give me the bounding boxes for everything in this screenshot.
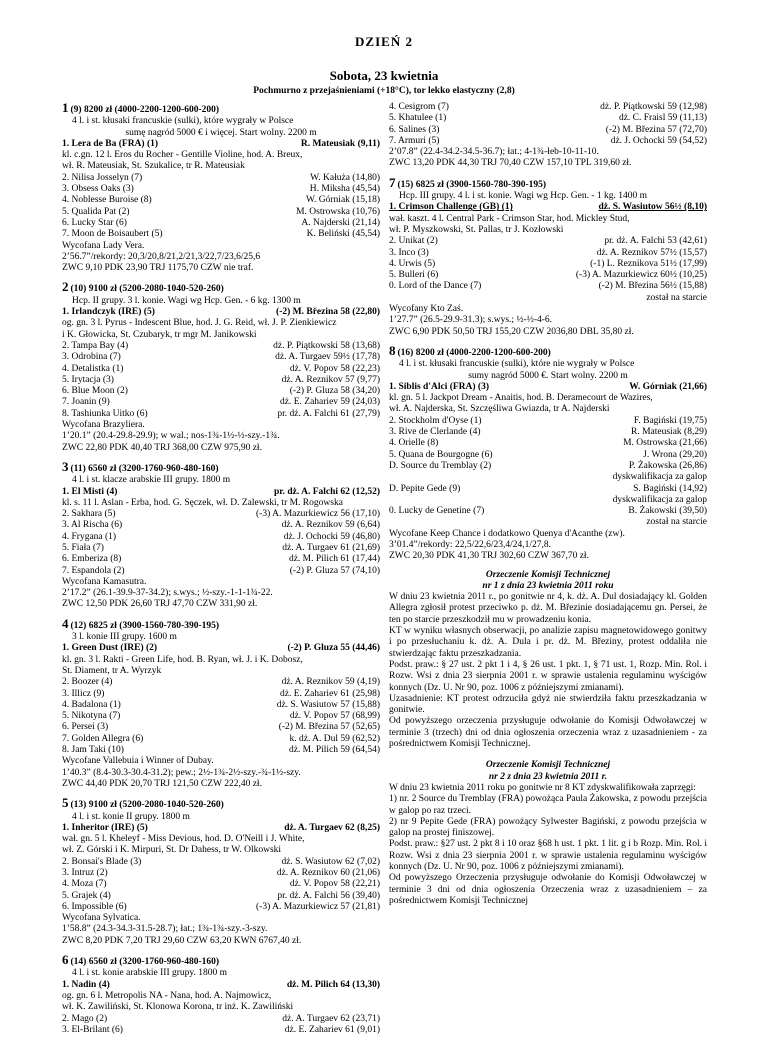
race-number: 4: [62, 615, 69, 631]
race-prize: (14) 6560 zł (3200-1760-960-480-160): [70, 957, 220, 968]
jockey-odds: pr. dż. A. Falchi 61 (27,79): [277, 408, 380, 419]
placing-row: [389, 450, 707, 461]
jockey-odds: (-2) M. Březina 56½ (15,88): [598, 281, 707, 292]
race-summary: Wycofane Keep Chance i dodatkowo Quenya d'Acanthe (zw).: [389, 528, 625, 539]
placing-row: [62, 207, 380, 218]
jockey-odds: pr. dż. A. Falchi 62 (12,52): [274, 486, 380, 497]
horse-name: 8. Jam Taki (10): [62, 745, 124, 756]
race-conditions: 4 l. i st. kłusaki francuskie (sulki), które nie wygrały w Polsce: [399, 359, 635, 370]
race-block: [62, 281, 380, 453]
placing-row: [62, 677, 380, 688]
placing-row: [389, 427, 707, 438]
horse-name: 1. Nadin (4): [62, 979, 110, 990]
race-prize: (11) 6560 zł (3200-1760-960-480-160): [70, 463, 219, 474]
horse-name: 8. Tashiunka Uitko (6): [62, 408, 148, 419]
horse-name: 5. Irytacja (3): [62, 374, 114, 385]
race-block: [62, 954, 380, 1036]
horse-name: 2. Sakhara (5): [62, 509, 116, 520]
jockey-odds: (-2) P. Gluza 55 (44,46): [287, 643, 380, 654]
jockey-odds: dż. P. Piątkowski 58 (13,68): [273, 340, 380, 351]
horse-name: 7. Armuri (5): [389, 135, 440, 146]
placing-row: [62, 554, 380, 565]
race-conditions: Hcp. III grupy. 4 l. i st. konie. Wagi wg Hcp. Gen. - 1 kg. 1400 m: [399, 191, 648, 202]
order-block: [389, 570, 707, 751]
race-block: [62, 797, 380, 947]
placing-row: [62, 386, 380, 397]
race-summary: 3’01.4”/rekordy: 22,5/22,6/23,4/24,1/27,8.: [389, 539, 552, 550]
race-block: [62, 102, 380, 274]
jockey-odds: dż. V. Popov 58 (22,21): [289, 879, 380, 890]
horse-name: 0. Lucky de Genetine (7): [389, 506, 485, 517]
winner-info: wł. Z. Górski i K. Mirpuri, St. Dr Dahess, tr W. Olkowski: [62, 845, 282, 856]
winner-info: kl. s. 11 l. Aslan - Erba, hod. G. Sęczek, wł. D. Zalewski, tr M. Rogowska: [62, 497, 343, 508]
placing-row: [62, 902, 380, 913]
race-note: dyskwalifikacja za galop: [612, 472, 707, 483]
race-number: 1: [62, 100, 69, 115]
jockey-odds: dż. J. Ochocki 59 (54,52): [610, 135, 707, 146]
horse-name: 5. Nikotyna (7): [62, 711, 121, 722]
horse-name: 1. Crimson Challenge (GB) (1): [389, 202, 513, 213]
horse-name: 6. Impossible (6): [62, 901, 127, 912]
winner-row: [62, 487, 380, 498]
horse-name: 0. Lord of the Dance (7): [389, 281, 482, 292]
race-heading: [389, 174, 707, 191]
winner-info: i K. Głowicka, St. Czubaryk, tr mgr M. Janikowski: [62, 329, 257, 340]
jockey-odds: M. Ostrowska (10,76): [296, 206, 380, 217]
placing-row: [62, 409, 380, 420]
horse-name: 1. Green Dust (IRE) (2): [62, 643, 158, 654]
jockey-odds: dż. M. Pilich 61 (17,44): [288, 554, 380, 565]
race-note: został na starcie: [646, 517, 707, 528]
winner-row: [62, 823, 380, 834]
horse-name: 2. Unikat (2): [389, 236, 438, 247]
horse-name: 7. Espandola (2): [62, 565, 125, 576]
winner-info: St. Diament, tr A. Wyrzyk: [62, 665, 162, 676]
placing-row: [389, 259, 707, 270]
race-conditions: 4 l. i st. konie arabskie III grupy. 1800 m: [72, 968, 228, 979]
winner-row: [62, 643, 380, 654]
order-paragraph: W dniu 23 kwietnia 2011 roku po gonitwie nr 8 KT zdyskwalifikowała zaprzęgi:: [389, 782, 696, 793]
jockey-odds: dż. C. Fraisl 59 (11,13): [618, 113, 707, 124]
race-prize: (9) 8200 zł (4000-2200-1200-600-200): [70, 105, 220, 115]
placing-row: [62, 689, 380, 700]
order-paragraph: Od powyższego orzeczenia przysługuje odwołanie do Komisji Odwoławczej w terminie 3 (trzech) dni od dnia ogłoszenia orzeczenia wraz z uzasadnieniem - za pośrednictwem Komisji Technicznej.: [389, 716, 707, 750]
jockey-odds: (-2) P. Gluza 58 (34,20): [289, 386, 380, 397]
race-prize: (10) 9100 zł (5200-2080-1040-520-260): [70, 284, 224, 295]
race-summary: 1’58.8” (24.3-34.3-31.5-28.7); łat.; 1¾-1¾-szy.-3-szy.: [62, 924, 268, 935]
placing-row: [62, 1025, 380, 1036]
jockey-odds: K. Beliński (45,54): [306, 229, 380, 240]
jockey-odds: R. Mateusiak (9,11): [300, 138, 380, 149]
jockey-odds: (-3) A. Mazurkiewicz 60½ (10,25): [575, 270, 707, 281]
placing-row: [389, 416, 707, 427]
horse-name: D. Pepite Gede (9): [389, 483, 461, 494]
race-summary: ZWC 13,20 PDK 44,30 TRJ 70,40 CZW 157,10 TPL 319,60 zł.: [389, 158, 632, 169]
placing-row: [62, 734, 380, 745]
race-block: [389, 174, 707, 338]
jockey-odds: dż. A. Turgaev 62 (8,25): [284, 822, 380, 833]
horse-name: 6. Blue Moon (2): [62, 386, 128, 397]
jockey-odds: B. Żakowski (39,50): [628, 506, 707, 517]
horse-name: 4. Frygana (1): [62, 531, 117, 542]
order-paragraph: KT w wyniku własnych obserwacji, po analizie zapisu magnetowidowego gonitwy i po przesłuchaniu k. dż. A. Dula i pr. dż. M. Březiny, protest oddaliła nie stwierdzając faktu przeszkadzania.: [389, 626, 707, 659]
order-paragraph: Podst. praw.: §27 ust. 2 pkt 8 i 10 oraz §68 h ust. 1 pkt. 1 lit. g i b Rozp. Min. Rol. i Rozw. Wsi z dnia 23 sierpnia 2001 r. w sprawie ustalenia regulaminu wyścigów konnych (Dz. U. Nr 90, poz. 1006 z późniejszymi zmianami).: [389, 839, 707, 872]
race-summary: Wycofana Sylvatica.: [62, 913, 141, 924]
winner-info: wł. P. Myszkowski, St. Pallas, tr J. Kozłowski: [389, 224, 564, 235]
winner-info: og. gn. 6 l. Metropolis NA - Nana, hod. A. Najmowicz,: [62, 990, 272, 1001]
placing-row: [62, 532, 380, 543]
horse-name: 3. Obsess Oaks (3): [62, 184, 134, 195]
race-summary: Wycofana Kamasutra.: [62, 576, 147, 587]
race-heading: [62, 102, 380, 116]
jockey-odds: dż. A. Reznikov 60 (21,06): [276, 868, 380, 878]
placing-row: [62, 543, 380, 554]
race-heading: [62, 797, 380, 811]
placing-row: [62, 722, 380, 733]
order-paragraph: Uzasadnienie: KT protest odrzuciła gdyż nie stwierdziła faktu przeszkadzania w gonitwie.: [389, 693, 707, 716]
placing-row: [62, 173, 380, 184]
jockey-odds: dż. A. Reznikov 59 (4,19): [281, 677, 380, 688]
race-summary: ZWC 44,40 PDK 20,70 TRJ 121,50 CZW 222,40 zł.: [62, 778, 262, 789]
horse-name: 2. Bonsai's Blade (3): [62, 856, 142, 867]
jockey-odds: dż. S. Wasiutow 56½ (8,10): [598, 202, 707, 213]
jockey-odds: (-2) M. Březina 57 (72,70): [605, 124, 707, 135]
race-prize: (12) 6825 zł (3900-1560-780-390-195): [70, 620, 220, 631]
horse-name: 1. Siblis d'Alci (FRA) (3): [389, 381, 490, 392]
jockey-odds: (-3) A. Mazurkiewicz 56 (17,10): [256, 509, 380, 520]
jockey-odds: dż. A. Turgaev 62 (23,71): [282, 1013, 380, 1024]
order-title: Orzeczenie Komisji Technicznej: [485, 760, 611, 771]
winner-info: wł. R. Mateusiak, St. Szukalice, tr R. Mateusiak: [62, 161, 245, 172]
jockey-odds: dż. S. Wasiutow 62 (7,02): [281, 856, 380, 867]
horse-name: 5. Fiała (7): [62, 542, 104, 553]
horse-name: 4. Moza (7): [62, 879, 107, 890]
race-block: [62, 615, 380, 790]
winner-info: kl. gn. 5 l. Jackpot Dream - Anaitis, hod. B. Deramecourt de Wazires,: [389, 393, 653, 404]
jockey-odds: dż. E. Zahariev 61 (9,01): [284, 1024, 380, 1035]
jockey-odds: dż. M. Pilich 64 (13,30): [286, 979, 380, 990]
jockey-odds: W. Kałuża (14,80): [310, 172, 380, 183]
horse-name: 2. Boozer (4): [62, 677, 113, 688]
race-conditions: sumę nagród 5000 € i więcej. Start wolny. 2200 m: [125, 127, 317, 138]
horse-name: 7. Joanin (9): [62, 397, 110, 408]
jockey-odds: H. Miksha (45,54): [309, 184, 380, 195]
jockey-odds: dż. M. Pilich 59 (64,54): [288, 745, 380, 756]
placing-row: [62, 1014, 380, 1025]
winner-info: wał. kaszt. 4 l. Central Park - Crimson Star, hod. Mickley Stud,: [389, 213, 630, 224]
horse-name: 4. Noblesse Buroise (8): [62, 195, 152, 206]
jockey-odds: dż. A. Turgaev 61 (21,69): [282, 542, 380, 553]
race-conditions: 3 l. konie III grupy. 1600 m: [72, 632, 177, 643]
winner-info: wał. gn. 5 l. Kheleyf - Miss Devious, hod. D. O'Neill i J. White,: [62, 834, 305, 845]
horse-name: 5. Bulleri (6): [389, 270, 439, 281]
winner-info: kl. c.gn. 12 l. Eros du Rocher - Gentille Violine, hod. A. Breux,: [62, 150, 303, 161]
race-summary: ZWC 6,90 PDK 50,50 TRJ 155,20 CZW 2036,80 DBL 35,80 zł.: [389, 326, 634, 337]
horse-name: 1. Irlandczyk (IRE) (5): [62, 307, 155, 318]
day-title: DZIEŃ 2: [355, 34, 413, 49]
placing-row: [62, 879, 380, 890]
jockey-odds: dż. S. Wasiutow 57 (15,88): [276, 699, 380, 710]
order-paragraph: 1) nr. 2 Source du Tremblay (FRA) powożąca Paula Żakowska, z powodu przejścia w galop po raz trzeci.: [389, 794, 707, 816]
jockey-odds: (-2) P. Gluza 57 (74,10): [289, 565, 380, 576]
race-heading: [62, 458, 380, 475]
winner-row: [62, 139, 380, 150]
horse-name: 4. Orielle (8): [389, 438, 439, 449]
jockey-odds: W. Górniak (21,66): [629, 381, 707, 392]
jockey-odds: dż. A. Turgaev 59½ (17,78): [275, 352, 380, 363]
placing-row: [62, 229, 380, 240]
jockey-odds: P. Żakowska (26,86): [628, 460, 707, 471]
race-block: [389, 342, 707, 563]
placing-row: [389, 438, 707, 449]
placing-row: [62, 352, 380, 363]
race-prize: (13) 9100 zł (5200-2080-1040-520-260): [70, 800, 224, 811]
race-heading: [62, 281, 380, 295]
placing-row: [389, 113, 707, 124]
jockey-odds: dż. V. Popov 57 (68,99): [289, 711, 380, 722]
race-block-continued: [389, 102, 707, 170]
race-summary: Wycofany Kto Zaś.: [389, 304, 464, 315]
placing-row: [62, 857, 380, 868]
jockey-odds: pr. dż. A. Falchi 53 (42,61): [604, 236, 707, 247]
jockey-odds: J. Wrona (29,20): [643, 449, 707, 460]
race-heading: [62, 615, 380, 632]
horse-name: 3. Inco (3): [389, 247, 429, 258]
race-summary: 2’07.8” (22.4-34.2-34.5-36.7); łat.; 4-1¾-łeb-10-11-10.: [389, 147, 599, 158]
race-heading: [389, 342, 707, 359]
jockey-odds: W. Górniak (15,18): [305, 195, 380, 206]
race-summary: 1’20.1” (20.4-29.8-29.9); w wal.; nos-1¾-1½-½-szy.-1¾.: [62, 431, 280, 442]
order-subtitle: nr 2 z dnia 23 kwietnia 2011 r.: [488, 771, 608, 782]
placing-row: [389, 136, 707, 147]
order-paragraph: Od powyższego Orzeczenia przysługuje odwołanie do Komisji Odwoławczej w terminie 3 dni od dnia ogłoszenia Orzeczenia wraz z uzasadnieniem – za pośrednictwem Komisji Technicznej: [389, 873, 707, 906]
race-summary: 2’56.7”/rekordy: 20,3/20,8/21,2/21,3/22,7/23,6/25,6: [62, 251, 261, 262]
order-block: [389, 760, 707, 907]
jockey-odds: M. Ostrowska (21,66): [623, 438, 707, 449]
placing-row: [389, 484, 707, 495]
jockey-odds: R. Mateusiak (8,29): [631, 427, 707, 438]
jockey-odds: dż. E. Zahariev 59 (24,03): [280, 397, 380, 408]
placing-row: [389, 281, 707, 292]
winner-info: wł. K. Zawiliński, St. Klonowa Korona, tr inż. K. Zawiliński: [62, 1002, 294, 1013]
placing-row: [62, 509, 380, 520]
horse-name: 4. Cesigrom (7): [389, 102, 449, 112]
placing-row: [389, 270, 707, 281]
race-prize: (16) 8200 zł (4000-2200-1200-600-200): [397, 347, 551, 358]
race-number: 5: [62, 795, 69, 811]
placing-row: [62, 195, 380, 206]
horse-name: 3. Illicz (9): [62, 688, 105, 699]
horse-name: 3. Rive de Clerlande (4): [389, 427, 481, 438]
horse-name: 5. Quana de Bourgogne (6): [389, 449, 493, 460]
horse-name: 5. Qualida Pat (2): [62, 206, 130, 217]
race-summary: Wycofana Brazyliera.: [62, 420, 145, 431]
horse-name: 1. Lera de Ba (FRA) (1): [62, 138, 159, 149]
horse-name: 4. Urwis (5): [389, 258, 436, 269]
horse-name: 3. El-Brilant (6): [62, 1024, 123, 1035]
jockey-odds: dż. A. Reznikov 57½ (15,57): [596, 247, 707, 258]
right-column: [389, 102, 707, 907]
winner-row: [62, 307, 380, 318]
horse-name: 6. Persei (3): [62, 722, 109, 733]
horse-name: 3. Odrobina (7): [62, 352, 121, 363]
race-note: został na starcie: [646, 292, 707, 303]
placing-row: [62, 520, 380, 531]
race-summary: ZWC 20,30 PDK 41,30 TRJ 302,60 CZW 367,70 zł.: [389, 551, 589, 562]
jockey-odds: dż. J. Ochocki 59 (46,80): [283, 531, 380, 542]
horse-name: 3. Al Rischa (6): [62, 520, 123, 531]
race-conditions: 4 l. i st. konie II grupy. 1800 m: [72, 811, 190, 822]
race-date: Sobota, 23 kwietnia: [329, 68, 439, 83]
jockey-odds: A. Najderski (21,14): [301, 217, 380, 228]
race-number: 2: [62, 279, 69, 295]
placing-row: [62, 341, 380, 352]
jockey-odds: k. dż. A. Dul 59 (62,52): [289, 733, 380, 744]
jockey-odds: (-2) M. Březina 58 (22,80): [276, 307, 380, 318]
left-column: [62, 102, 380, 1043]
placing-row: [62, 566, 380, 577]
race-block: [62, 458, 380, 611]
placing-row: [389, 102, 707, 113]
order-title: Orzeczenie Komisji Technicznej: [485, 569, 611, 580]
order-paragraph: 2) nr 9 Pepite Gede (FRA) powożący Sylwester Bagiński, z powodu przejścia w galop na prostej finiszowej.: [389, 816, 707, 839]
race-summary: ZWC 12,50 PDK 26,60 TRJ 47,70 CZW 331,90 zł.: [62, 599, 258, 610]
race-summary: Wycofane Vallebuia i Winner of Dubay.: [62, 756, 214, 767]
race-summary: 1’40.3” (8.4-30.3-30.4-31.2); pew.; 2½-1¾-2½-szy.-¾-1½-szy.: [62, 767, 301, 778]
race-number: 3: [62, 458, 69, 474]
placing-row: [389, 125, 707, 136]
order-subtitle: nr 1 z dnia 23 kwietnia 2011 roku: [482, 580, 614, 591]
jockey-odds: (-2) M. Březina 57 (52,65): [278, 722, 380, 733]
winner-row: [389, 382, 707, 393]
placing-row: [389, 461, 707, 472]
race-number: 6: [62, 952, 69, 968]
race-note: dyskwalifikacja za galop: [612, 494, 707, 505]
placing-row: [62, 218, 380, 229]
jockey-odds: pr. dż. A. Falchi 56 (39,40): [277, 890, 380, 901]
horse-name: 1. El Misti (4): [62, 486, 118, 497]
placing-row: [62, 397, 380, 408]
horse-name: 3. Intruz (2): [62, 868, 108, 878]
race-conditions: Hcp. II grupy. 3 l. konie. Wagi wg Hcp. Gen. - 6 kg. 1300 m: [72, 295, 301, 306]
winner-info: og. gn. 3 l. Pyrus - Indescent Blue, hod. J. G. Reid, wł. J. P. Zienkiewicz: [62, 318, 337, 329]
placing-row: [62, 745, 380, 756]
placing-row: [62, 375, 380, 386]
horse-name: 7. Golden Allegra (6): [62, 733, 144, 744]
placing-row: [62, 868, 380, 879]
race-heading: [62, 954, 380, 968]
winner-row: [389, 202, 707, 213]
jockey-odds: (-1) L. Reznikova 51½ (17,99): [590, 258, 707, 269]
jockey-odds: F. Bagiński (19,75): [633, 415, 707, 426]
race-summary: ZWC 8,20 PDK 7,20 TRJ 29,60 CZW 63,20 KWN 6767,40 zł.: [62, 935, 302, 946]
jockey-odds: S. Bagiński (14,92): [633, 483, 707, 494]
horse-name: 4. Detalistka (1): [62, 363, 124, 374]
horse-name: 2. Stockholm d'Oyse (1): [389, 415, 482, 426]
horse-name: 1. Inheritor (IRE) (5): [62, 822, 148, 833]
race-summary: ZWC 9,10 PDK 23,90 TRJ 1175,70 CZW nie traf.: [62, 263, 254, 274]
horse-name: 7. Moon de Boisaubert (5): [62, 229, 163, 240]
placing-row: [62, 364, 380, 375]
race-conditions: 4 l. i st. kłusaki francuskie (sulki), które wygrały w Polsce: [72, 116, 294, 127]
placing-row: [389, 506, 707, 517]
order-paragraph: W dniu 23 kwietnia 2011 r., po gonitwie nr 4, k. dż. A. Dul dosiadający kl. Golden Allegra zgłosił protest przeciwko p. dż. M. Březinie dosiadającemu gn. Persei, że ten po starcie przeszkodził mu w prowadzeniu konia.: [389, 592, 707, 625]
jockey-odds: dż. A. Reznikov 59 (6,64): [281, 520, 380, 531]
horse-name: D. Source du Tremblay (2): [389, 460, 492, 471]
placing-row: [62, 711, 380, 722]
race-summary: Wycofana Lady Vera.: [62, 240, 145, 251]
jockey-odds: (-3) A. Mazurkiewicz 57 (21,81): [256, 901, 380, 912]
placing-row: [389, 236, 707, 247]
winner-info: kl. gn. 3 l. Rakti - Green Life, hod. B. Ryan, wł. J. i K. Dobosz,: [62, 654, 303, 665]
order-paragraph: Podst. praw.: § 27 ust. 2 pkt 1 i 4, § 26 ust. 1 pkt. 1, § 71 ust. 1, Rozp. Min. Rol. i Rozw. Wsi z dnia 23 sierpnia 2001 r. w sprawie ustalenia regulaminu wyścigów konnych (Dz. U. Nr 90, poz. 1006 z późniejszymi zmianami).: [389, 659, 707, 693]
race-prize: (15) 6825 zł (3900-1560-780-390-195): [397, 179, 547, 190]
horse-name: 5. Khatulee (1): [389, 113, 447, 124]
horse-name: 6. Lucky Star (6): [62, 217, 127, 228]
placing-row: [62, 700, 380, 711]
placing-row: [389, 248, 707, 259]
jockey-odds: dż. V. Popov 58 (22,23): [289, 363, 380, 374]
horse-name: 2. Mago (2): [62, 1013, 108, 1024]
race-summary: 2’17.2” (26.1-39.9-37-34.2); s.wys.; ½-szy.-1-1-1¾-22.: [62, 588, 273, 599]
horse-name: 2. Tampa Bay (4): [62, 340, 129, 351]
horse-name: 2. Nilisa Josselyn (7): [62, 172, 143, 183]
jockey-odds: dż. E. Zahariev 61 (25,98): [280, 688, 380, 699]
horse-name: 6. Salines (3): [389, 124, 440, 135]
placing-row: [62, 184, 380, 195]
winner-row: [62, 980, 380, 991]
horse-name: 6. Emberiza (8): [62, 554, 122, 565]
placing-row: [62, 891, 380, 902]
horse-name: 4. Badalona (1): [62, 699, 121, 710]
race-conditions: sumy nagród 5000 €. Start wolny. 2200 m: [468, 370, 628, 381]
jockey-odds: dż. A. Reznikov 57 (9,77): [281, 374, 380, 385]
weather-conditions: Pochmurno z przejaśnieniami (+18°C), tor lekko elastyczny (2,8): [253, 86, 515, 96]
race-number: 8: [389, 342, 396, 358]
race-number: 7: [389, 174, 396, 190]
winner-info: wł. A. Najderska, St. Szczęśliwa Gwiazda, tr A. Najderski: [389, 404, 610, 415]
horse-name: 5. Grajek (4): [62, 890, 111, 901]
race-summary: 1’27.7” (26.5-29.9-31.3); s.wys.; ½-½-4-6.: [389, 315, 553, 326]
jockey-odds: dż. P. Piątkowski 59 (12,98): [600, 102, 707, 112]
race-summary: ZWC 22,80 PDK 40,40 TRJ 368,00 CZW 975,90 zł.: [62, 442, 262, 453]
race-conditions: 4 l. i st. klacze arabskie III grupy. 1800 m: [72, 475, 231, 486]
